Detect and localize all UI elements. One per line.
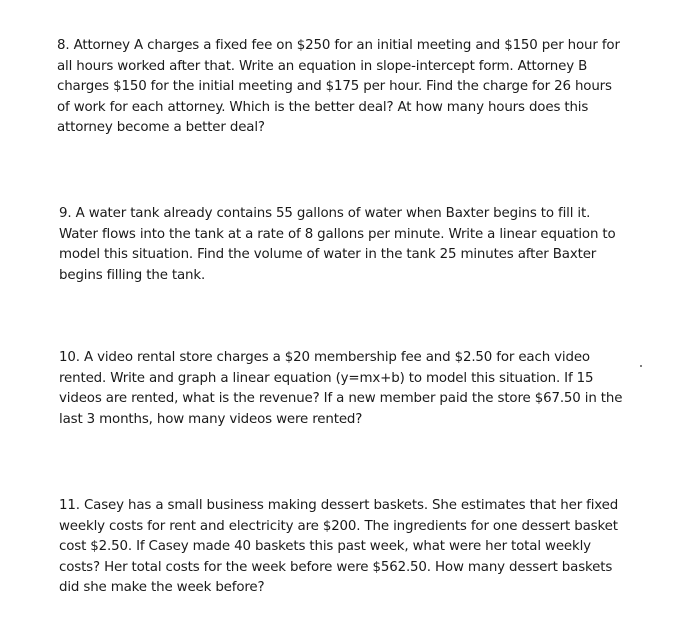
problem-8-line: of work for each attorney. Which is the better deal? At how many hours does this [57,99,589,115]
problem-11 [59,496,618,599]
problem-11-line: did she make the week before? [59,580,265,596]
problem-11-line: weekly costs for rent and electricity are $200. The ingredients for one dessert basket [59,518,618,534]
problem-11-line: cost $2.50. If Casey made 40 baskets this past week, what were her total weekly [59,539,591,555]
problem-11-line: costs? Her total costs for the week before were $562.50. How many dessert baskets [59,559,613,575]
problem-8-line: 8. Attorney A charges a fixed fee on $250 for an initial meeting and $150 per hour for [57,38,620,53]
problem-11-line: 11. Casey has a small business making dessert baskets. She estimates that her fixed [59,498,619,513]
problem-8 [57,36,620,139]
problem-10-line: last 3 months, how many videos were rented? [59,411,363,427]
scan-speck [640,365,642,367]
problem-8-line: all hours worked after that. Write an equation in slope-intercept form. Attorney B [57,58,588,74]
problem-9-line: Water flows into the tank at a rate of 8 gallons per minute. Write a linear equation to [59,226,616,242]
problem-8-line: charges $150 for the initial meeting and $175 per hour. Find the charge for 26 hours [57,79,612,95]
problem-10 [59,348,622,430]
problem-10-line: 10. A video rental store charges a $20 membership fee and $2.50 for each video [59,350,590,365]
problem-8-line: attorney become a better deal? [57,120,265,136]
problem-9 [59,204,616,286]
problem-10-line: videos are rented, what is the revenue? If a new member paid the store $67.50 in the [59,391,623,407]
problem-9-line: begins filling the tank. [59,267,206,283]
problem-9-line: 9. A water tank already contains 55 gallons of water when Baxter begins to fill it. [59,206,591,221]
problem-9-line: model this situation. Find the volume of water in the tank 25 minutes after Baxter [59,247,597,263]
problem-10-line: rented. Write and graph a linear equation (y=mx+b) to model this situation. If 15 [59,370,594,386]
